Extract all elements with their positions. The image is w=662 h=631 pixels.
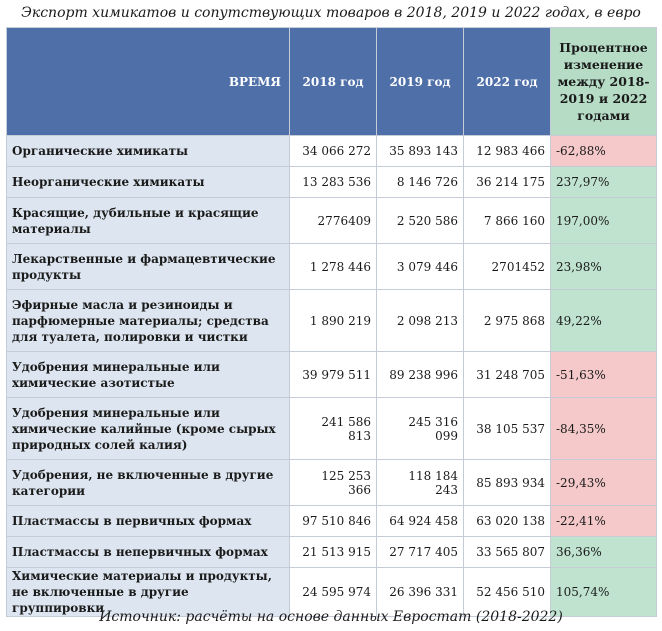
value-2019: 2 098 213	[377, 290, 464, 352]
value-2022: 7 866 160	[464, 198, 551, 244]
row-name: Неорганические химикаты	[7, 167, 290, 198]
value-2022: 85 893 934	[464, 460, 551, 506]
table-title: Экспорт химикатов и сопутствующих товаров в 2018, 2019 и 2022 годах, в евро	[21, 5, 641, 21]
percent-change: 23,98%	[551, 244, 657, 290]
table-row	[7, 506, 657, 537]
value-2018: 97 510 846	[290, 506, 377, 537]
row-name: Красящие, дубильные и красящие материалы	[7, 198, 290, 244]
value-2019: 35 893 143	[377, 136, 464, 167]
value-2018: 1 890 219	[290, 290, 377, 352]
value-2022: 2 975 868	[464, 290, 551, 352]
percent-change: 36,36%	[551, 537, 657, 568]
table-row	[7, 290, 657, 352]
value-2022: 36 214 175	[464, 167, 551, 198]
percent-change: -22,41%	[551, 506, 657, 537]
value-2019: 2 520 586	[377, 198, 464, 244]
value-2018: 21 513 915	[290, 537, 377, 568]
table-row	[7, 244, 657, 290]
value-2018: 125 253 366	[290, 460, 377, 506]
row-name: Химические материалы и продукты, не включенные в другие группировки	[7, 568, 290, 617]
percent-change: 105,74%	[551, 568, 657, 617]
table-row	[7, 352, 657, 398]
percent-change: -29,43%	[551, 460, 657, 506]
value-2022: 38 105 537	[464, 398, 551, 460]
value-2018: 241 586 813	[290, 398, 377, 460]
value-2022: 12 983 466	[464, 136, 551, 167]
header-change: Процентное изменение между 2018-2019 и 2022 годами	[551, 28, 657, 136]
value-2019: 8 146 726	[377, 167, 464, 198]
value-2019: 118 184 243	[377, 460, 464, 506]
table-row	[7, 136, 657, 167]
value-2022: 63 020 138	[464, 506, 551, 537]
row-name: Пластмассы в первичных формах	[7, 506, 290, 537]
row-name: Пластмассы в непервичных формах	[7, 537, 290, 568]
value-2019: 27 717 405	[377, 537, 464, 568]
value-2018: 2776409	[290, 198, 377, 244]
percent-change: 49,22%	[551, 290, 657, 352]
header-2019: 2019 год	[377, 28, 464, 136]
row-name: Лекарственные и фармацевтические продукты	[7, 244, 290, 290]
value-2022: 33 565 807	[464, 537, 551, 568]
percent-change: -62,88%	[551, 136, 657, 167]
value-2019: 245 316 099	[377, 398, 464, 460]
header-row	[7, 28, 657, 136]
value-2018: 1 278 446	[290, 244, 377, 290]
value-2019: 3 079 446	[377, 244, 464, 290]
source-note: Источник: расчёты на основе данных Евростат (2018-2022)	[99, 609, 563, 625]
header-time: ВРЕМЯ	[7, 28, 290, 136]
value-2018: 34 066 272	[290, 136, 377, 167]
row-name: Удобрения минеральные или химические азотистые	[7, 352, 290, 398]
row-name: Удобрения, не включенные в другие категории	[7, 460, 290, 506]
percent-change: 197,00%	[551, 198, 657, 244]
value-2018: 24 595 974	[290, 568, 377, 617]
value-2018: 13 283 536	[290, 167, 377, 198]
export-table	[6, 27, 657, 617]
row-name: Органические химикаты	[7, 136, 290, 167]
value-2018: 39 979 511	[290, 352, 377, 398]
row-name: Эфирные масла и резиноиды и парфюмерные материалы; средства для туалета, полировки и чистки	[7, 290, 290, 352]
header-2018: 2018 год	[290, 28, 377, 136]
value-2019: 26 396 331	[377, 568, 464, 617]
header-2022: 2022 год	[464, 28, 551, 136]
table-row	[7, 167, 657, 198]
value-2022: 52 456 510	[464, 568, 551, 617]
percent-change: 237,97%	[551, 167, 657, 198]
table-row	[7, 460, 657, 506]
row-name: Удобрения минеральные или химические калийные (кроме сырых природных солей калия)	[7, 398, 290, 460]
percent-change: -51,63%	[551, 352, 657, 398]
value-2022: 31 248 705	[464, 352, 551, 398]
percent-change: -84,35%	[551, 398, 657, 460]
table-row	[7, 198, 657, 244]
value-2019: 64 924 458	[377, 506, 464, 537]
value-2022: 2701452	[464, 244, 551, 290]
value-2019: 89 238 996	[377, 352, 464, 398]
table-row	[7, 537, 657, 568]
table-row	[7, 398, 657, 460]
